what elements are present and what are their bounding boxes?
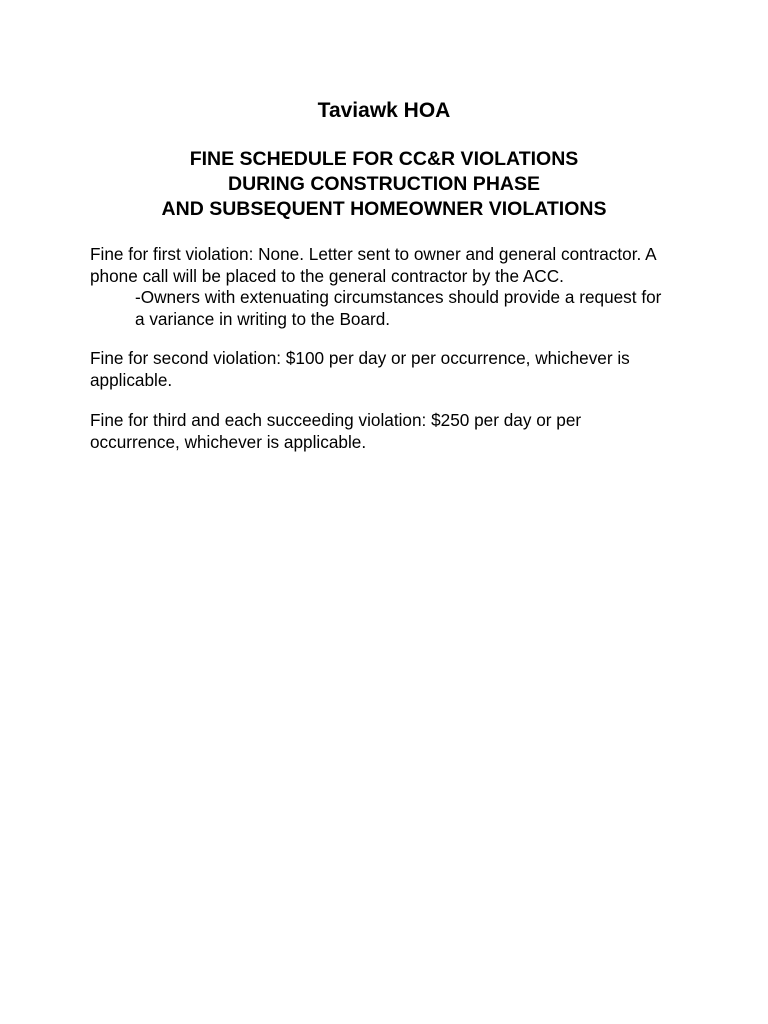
paragraph-second-violation [90, 348, 690, 391]
heading-line: DURING CONSTRUCTION PHASE [227, 173, 540, 195]
paragraph-line: Fine for third and each succeeding violation: $250 per day or per [90, 410, 582, 430]
paragraph-line: occurrence, whichever is applicable. [90, 431, 367, 452]
paragraph-third-violation [90, 410, 690, 453]
heading-line: FINE SCHEDULE FOR CC&R VIOLATIONS [189, 148, 579, 170]
paragraph-line: Fine for first violation: None. Letter sent to owner and general contractor. A [90, 244, 657, 264]
indented-note-line: a variance in writing to the Board. [135, 308, 391, 329]
heading-line: AND SUBSEQUENT HOMEOWNER VIOLATIONS [161, 198, 607, 220]
org-title: Taviawk HOA [317, 99, 451, 122]
paragraph-first-violation [90, 244, 690, 330]
paragraph-line: Fine for second violation: $100 per day or per occurrence, whichever is [90, 348, 630, 368]
paragraph-line: phone call will be placed to the general contractor by the ACC. [90, 265, 564, 286]
indented-note-line: -Owners with extenuating circumstances should provide a request for [135, 287, 662, 307]
document-heading [0, 147, 768, 222]
paragraph-line: applicable. [90, 369, 173, 390]
